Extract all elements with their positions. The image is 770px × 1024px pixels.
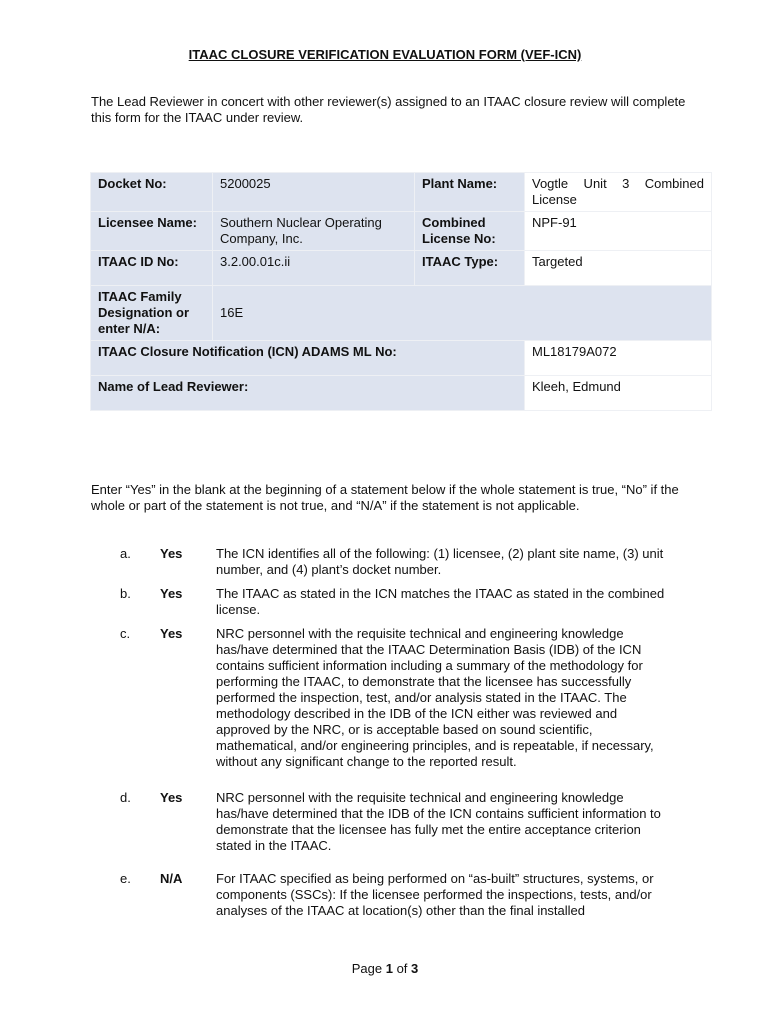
plant-name-label: Plant Name: bbox=[415, 173, 525, 212]
docket-label: Docket No: bbox=[91, 173, 213, 212]
combined-license-label: Combined License No: bbox=[415, 212, 525, 251]
item-letter: a. bbox=[120, 546, 131, 561]
itaac-id-value: 3.2.00.01c.ii bbox=[213, 251, 415, 286]
itaac-type-label: ITAAC Type: bbox=[415, 251, 525, 286]
item-letter: d. bbox=[120, 790, 131, 805]
item-letter: e. bbox=[120, 871, 131, 886]
page-total: 3 bbox=[411, 961, 419, 976]
itaac-id-label: ITAAC ID No: bbox=[91, 251, 213, 286]
of-label: of bbox=[396, 961, 408, 976]
intro-paragraph: The Lead Reviewer in concert with other reviewer(s) assigned to an ITAAC closure review will complete this form for the ITAAC under review. bbox=[91, 94, 686, 125]
item-text: NRC personnel with the requisite technical and engineering knowledge has/have determined that the ITAAC Determination Basis (IDB) of the ICN contains sufficient information including a summary of the methodology for performing the ITAAC, to demonstrate that the licensee has successfully performed the inspection, test, and/or analysis stated in the ITAAC. The methodology described in the IDB of the ICN either was reviewed and approved by the NRC, or is acceptable based on sound scientific, mathematical, and/or engineering principles, and is repeatable, if necessary, without any significant change to the reported result. bbox=[216, 626, 654, 769]
item-letter: c. bbox=[120, 626, 131, 641]
plant-name-value: Vogtle Unit 3 Combined License bbox=[525, 173, 712, 212]
icn-label: ITAAC Closure Notification (ICN) ADAMS ML No: bbox=[91, 341, 525, 376]
item-text: For ITAAC specified as being performed on “as-built” structures, systems, or components (SSCs): If the licensee performed the inspections, tests, and/or analyses of the ITAAC at location(s) other than the final installed bbox=[216, 871, 654, 918]
item-answer: N/A bbox=[160, 871, 183, 886]
page-label: Page bbox=[351, 961, 383, 976]
lead-reviewer-label: Name of Lead Reviewer: bbox=[91, 376, 525, 411]
item-text: The ITAAC as stated in the ICN matches the ITAAC as stated in the combined license. bbox=[216, 586, 665, 617]
info-table bbox=[90, 172, 712, 411]
licensee-value: Southern Nuclear Operating Company, Inc. bbox=[213, 212, 415, 251]
item-answer: Yes bbox=[160, 586, 183, 601]
lead-reviewer-value: Kleeh, Edmund bbox=[525, 376, 712, 411]
item-answer: Yes bbox=[160, 626, 183, 641]
docket-value: 5200025 bbox=[213, 173, 415, 212]
combined-license-value: NPF-91 bbox=[525, 212, 712, 251]
family-value: 16E bbox=[213, 286, 712, 341]
item-answer: Yes bbox=[160, 546, 183, 561]
page-number: 1 bbox=[385, 961, 393, 976]
page-footer bbox=[0, 961, 770, 976]
item-text: NRC personnel with the requisite technical and engineering knowledge has/have determined that the IDB of the ICN contains sufficient information to demonstrate that the licensee has fully met the entire acceptance criterion stated in the ITAAC. bbox=[216, 790, 661, 853]
icn-value: ML18179A072 bbox=[525, 341, 712, 376]
itaac-type-value: Targeted bbox=[525, 251, 712, 286]
item-text: The ICN identifies all of the following: (1) licensee, (2) plant site name, (3) unit number, and (4) plant’s docket number. bbox=[216, 546, 664, 577]
instructions-paragraph: Enter “Yes” in the blank at the beginning of a statement below if the whole statement is true, “No” if the whole or part of the statement is not true, and “N/A” if the statement is not applicable. bbox=[91, 482, 679, 513]
item-answer: Yes bbox=[160, 790, 183, 805]
family-label: ITAAC Family Designation or enter N/A: bbox=[91, 286, 213, 341]
licensee-label: Licensee Name: bbox=[91, 212, 213, 251]
item-letter: b. bbox=[120, 586, 131, 601]
form-title: ITAAC CLOSURE VERIFICATION EVALUATION FORM (VEF-ICN) bbox=[188, 47, 582, 62]
